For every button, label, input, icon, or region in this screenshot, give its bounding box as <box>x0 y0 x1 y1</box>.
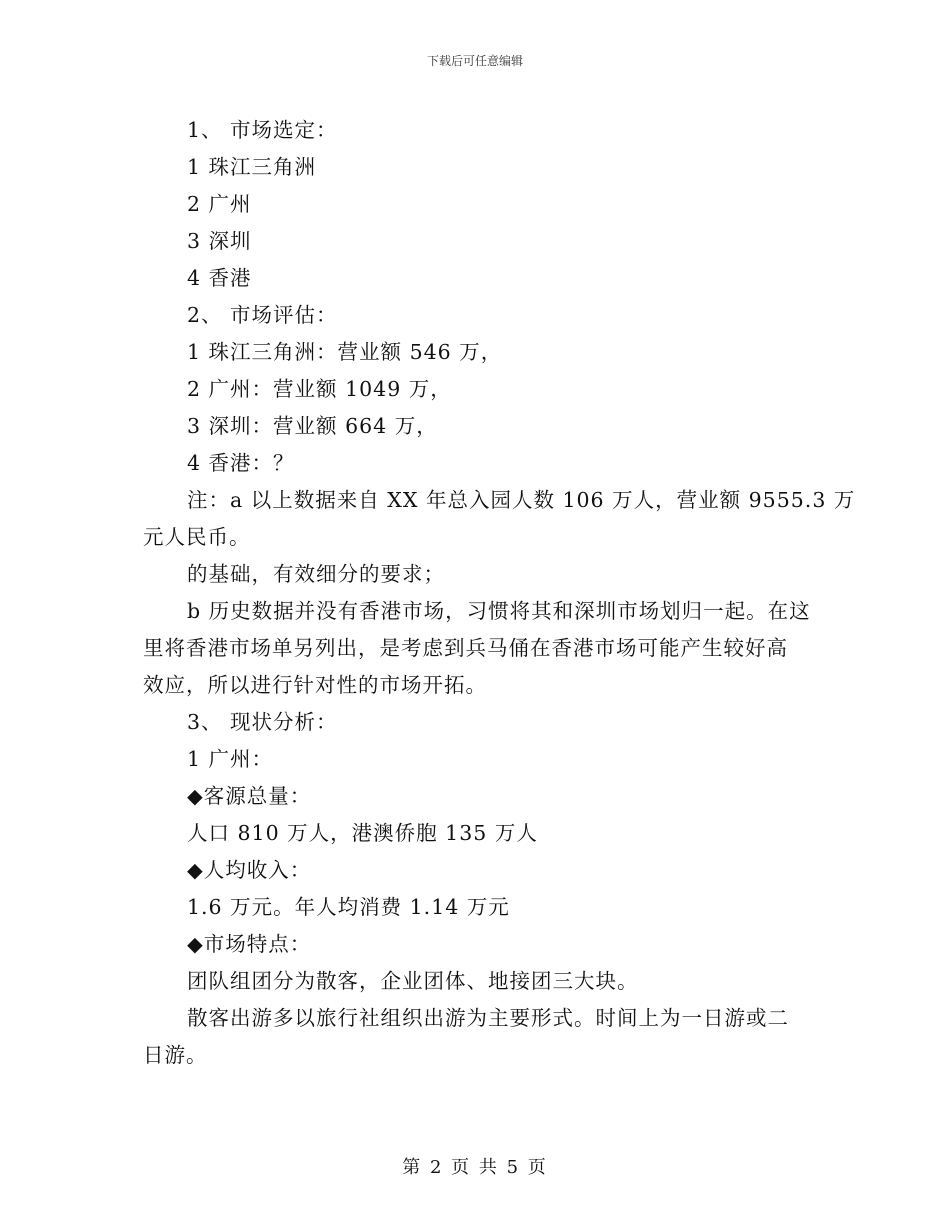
list-item: 4 香港：？ <box>187 451 295 475</box>
bullet-heading: ◆人均收入： <box>187 858 312 882</box>
bullet-heading: ◆客源总量： <box>187 784 312 808</box>
list-item: 1 珠江三角洲 <box>187 155 317 179</box>
paragraph: 人口 810 万人，港澳侨胞 135 万人 <box>187 821 538 845</box>
list-item: 2 广州：营业额 1049 万， <box>187 377 452 401</box>
list-item: 4 香港 <box>187 266 252 290</box>
bullet-heading: ◆市场特点： <box>187 932 312 956</box>
paragraph: 1.6 万元。年人均消费 1.14 万元 <box>187 895 510 919</box>
list-item: 2 广州 <box>187 192 252 216</box>
note-b-line3: 效应，所以进行针对性的市场开拓。 <box>143 673 487 697</box>
note-b-line2: 里将香港市场单另列出，是考虑到兵马俑在香港市场可能产生较好高 <box>143 636 788 660</box>
heading-market-evaluation: 2、 市场评估： <box>187 303 338 327</box>
page-footer: 第 2 页 共 5 页 <box>402 1157 548 1178</box>
heading-status-analysis: 3、 现状分析： <box>187 710 338 734</box>
page-header: 下载后可任意编辑 <box>426 54 523 68</box>
list-item: 3 深圳 <box>187 229 252 253</box>
last-paragraph-line1: 散客出游多以旅行社组织出游为主要形式。时间上为一日游或二 <box>187 1006 789 1030</box>
note-a-line2: 元人民币。 <box>143 525 251 549</box>
list-item: 3 深圳：营业额 664 万， <box>187 414 438 438</box>
subheading-guangzhou: 1 广州： <box>187 747 274 771</box>
note-a-line1: 注：a 以上数据来自 XX 年总入园人数 106 万人，营业额 9555.3 万 <box>187 488 856 512</box>
basis-paragraph: 的基础，有效细分的要求； <box>187 562 445 586</box>
list-item: 1 珠江三角洲：营业额 546 万， <box>187 340 503 364</box>
document-body <box>143 112 856 1074</box>
heading-market-selection: 1、 市场选定： <box>187 118 338 142</box>
note-b-line1: b 历史数据并没有香港市场，习惯将其和深圳市场划归一起。在这 <box>187 599 811 623</box>
paragraph: 团队组团分为散客，企业团体、地接团三大块。 <box>187 969 639 993</box>
last-paragraph-line2: 日游。 <box>143 1043 208 1067</box>
